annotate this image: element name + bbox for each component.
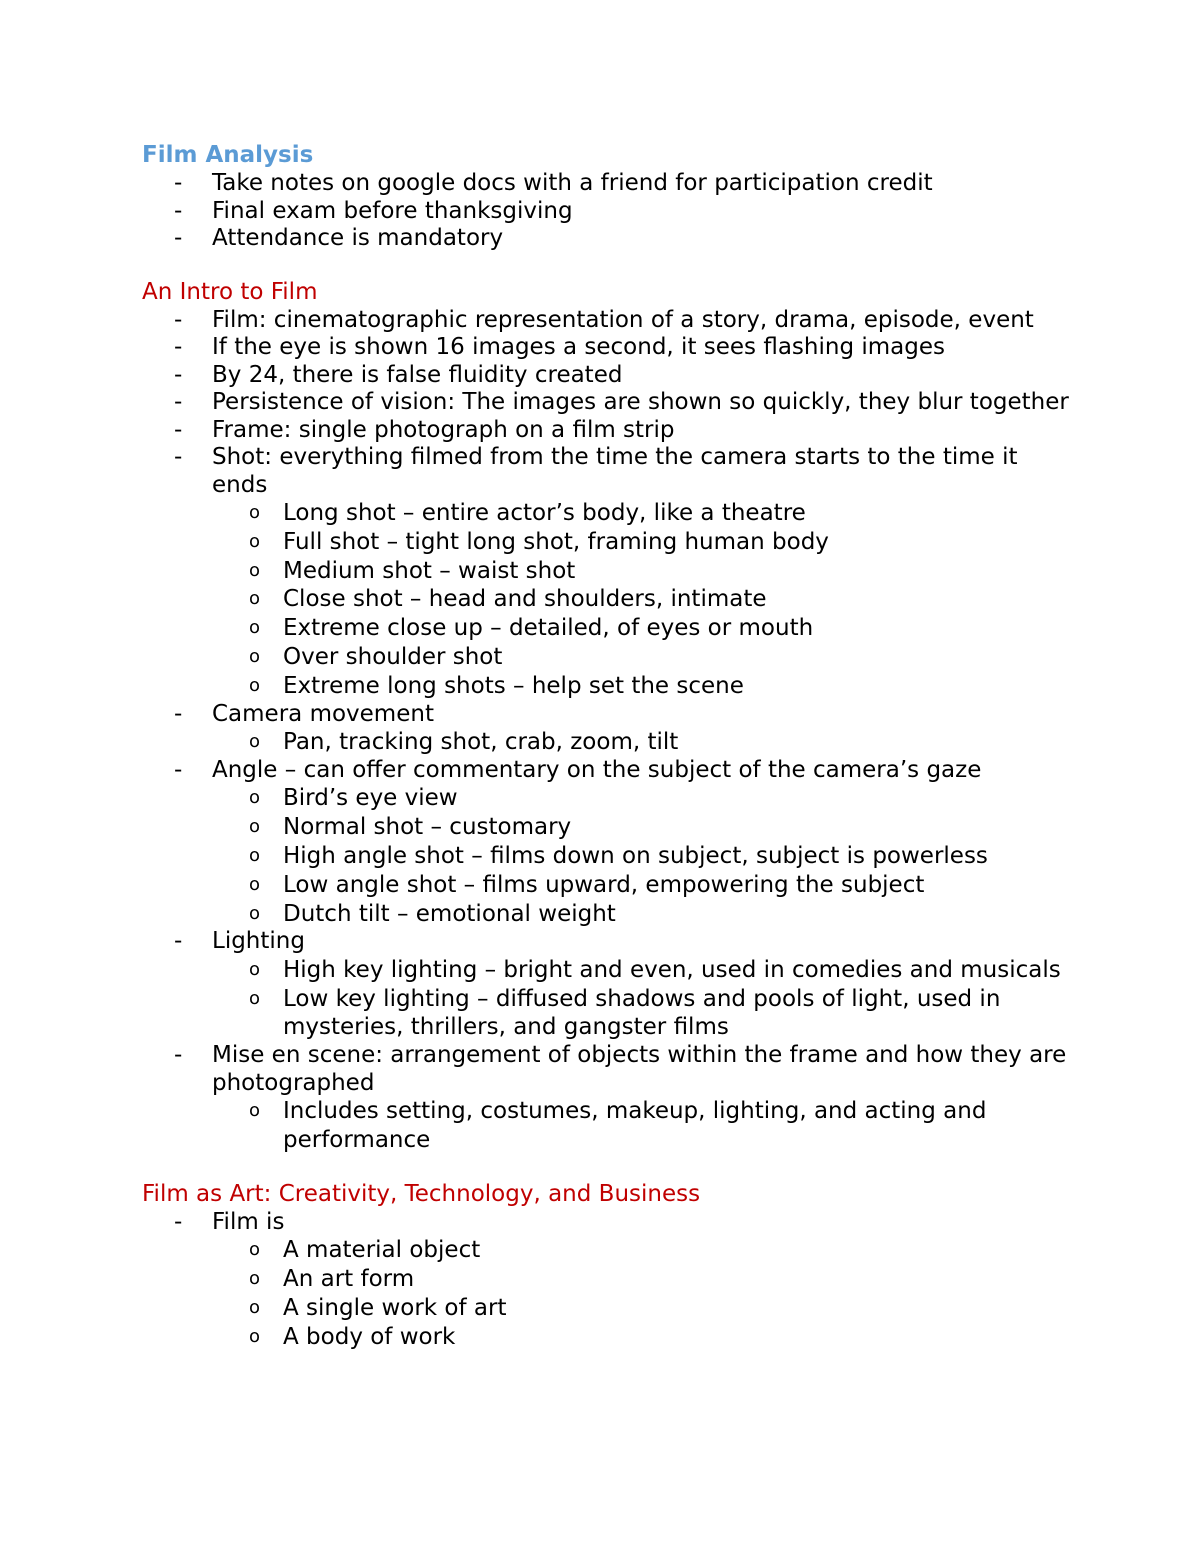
sub-list-item-text: High angle shot – films down on subject, subject is powerless (283, 842, 988, 869)
sub-list-item-text: An art form (283, 1266, 415, 1293)
list-item-text: Lighting (212, 928, 305, 955)
circle-bullet-icon: o (249, 502, 261, 523)
list-item (142, 225, 1072, 253)
sub-list-item (142, 956, 1072, 985)
dash-bullet-icon: - (174, 756, 183, 783)
sub-bullet-list (142, 1236, 1072, 1351)
list-item-text: Final exam before thanksgiving (212, 197, 573, 224)
sub-list-item (142, 1265, 1072, 1294)
circle-bullet-icon: o (249, 1268, 261, 1290)
sub-list-item (142, 1236, 1072, 1265)
circle-bullet-icon: o (249, 873, 261, 895)
sub-list-item (142, 1294, 1072, 1323)
sub-list-item-text: Over shoulder shot (283, 643, 503, 670)
list-item (142, 417, 1072, 445)
sub-list-item (142, 813, 1072, 842)
document-body (142, 140, 1072, 1352)
circle-bullet-icon: o (249, 617, 261, 639)
list-item (142, 198, 1072, 226)
section-film-analysis (142, 140, 1072, 253)
sub-bullet-list (142, 728, 1072, 757)
circle-bullet-icon: o (249, 902, 261, 924)
list-item (142, 170, 1072, 198)
bullet-list (142, 170, 1072, 253)
dash-bullet-icon: - (174, 306, 183, 333)
section-heading: Film Analysis (142, 142, 314, 168)
sub-list-item (142, 1097, 1072, 1155)
section-spacer (142, 1155, 1072, 1179)
sub-list-item (142, 871, 1072, 900)
dash-bullet-icon: - (174, 444, 183, 470)
sub-list-item-text: High key lighting – bright and even, used in comedies and musicals (283, 956, 1061, 983)
sub-list-item (142, 784, 1072, 813)
sub-list-item-text: Extreme close up – detailed, of eyes or mouth (283, 615, 814, 642)
sub-list-item-text: Low angle shot – films upward, empowering the subject (283, 871, 925, 898)
sub-list-item-text: Medium shot – waist shot (283, 557, 576, 584)
sub-list-item (142, 728, 1072, 757)
dash-bullet-icon: - (174, 361, 183, 388)
dash-bullet-icon: - (174, 170, 183, 196)
bullet-list (142, 307, 1072, 1155)
dash-bullet-icon: - (174, 1208, 183, 1235)
dash-bullet-icon: - (174, 197, 183, 224)
circle-bullet-icon: o (249, 1239, 261, 1261)
section-intro-to-film (142, 277, 1072, 1155)
circle-bullet-icon: o (249, 958, 261, 980)
sub-list-item (142, 1323, 1072, 1352)
section-spacer (142, 253, 1072, 277)
sub-list-item-text: Dutch tilt – emotional weight (283, 900, 616, 927)
circle-bullet-icon: o (249, 1296, 261, 1318)
sub-list-item (142, 499, 1072, 528)
dash-bullet-icon: - (174, 928, 183, 955)
list-item-text: Film: cinematographic representation of a story, drama, episode, event (212, 306, 1034, 333)
circle-bullet-icon: o (249, 530, 261, 552)
circle-bullet-icon: o (249, 1325, 261, 1347)
list-item-text: If the eye is shown 16 images a second, it sees flashing images (212, 334, 945, 360)
sub-list-item-text: Pan, tracking shot, crab, zoom, tilt (283, 729, 679, 756)
dash-bullet-icon: - (174, 389, 183, 415)
sub-list-item (142, 900, 1072, 929)
list-item-text: Shot: everything filmed from the time the camera starts to the time it ends (212, 444, 1018, 498)
sub-list-item (142, 557, 1072, 586)
circle-bullet-icon: o (249, 844, 261, 866)
dash-bullet-icon: - (174, 1042, 183, 1069)
sub-list-item-text: Includes setting, costumes, makeup, lighting, and acting and performance (283, 1098, 987, 1154)
list-item (142, 701, 1072, 757)
circle-bullet-icon: o (249, 987, 261, 1009)
sub-list-item (142, 842, 1072, 871)
bullet-list (142, 1209, 1072, 1352)
dash-bullet-icon: - (174, 225, 183, 251)
sub-list-item-text: A material object (283, 1237, 481, 1264)
list-item-text: Mise en scene: arrangement of objects within the frame and how they are photographed (212, 1042, 1067, 1096)
list-item (142, 389, 1072, 417)
sub-list-item-text: Low key lighting – diffused shadows and pools of light, used in mysteries, thrillers, and gangster films (283, 985, 1001, 1041)
circle-bullet-icon: o (249, 731, 261, 753)
list-item-text: Frame: single photograph on a film strip (212, 416, 675, 443)
circle-bullet-icon: o (249, 674, 261, 696)
sub-list-item-text: Normal shot – customary (283, 814, 572, 841)
circle-bullet-icon: o (249, 1100, 261, 1122)
list-item (142, 307, 1072, 335)
sub-list-item (142, 643, 1072, 672)
circle-bullet-icon: o (249, 588, 261, 610)
sub-list-item (142, 985, 1072, 1043)
circle-bullet-icon: o (249, 559, 261, 581)
dash-bullet-icon: - (174, 334, 183, 360)
list-item (142, 928, 1072, 1042)
list-item-text: By 24, there is false fluidity created (212, 361, 623, 388)
sub-bullet-list (142, 784, 1072, 928)
sub-bullet-list (142, 1097, 1072, 1155)
section-heading: Film as Art: Creativity, Technology, and Business (142, 1180, 701, 1207)
list-item-text: Persistence of vision: The images are shown so quickly, they blur together (212, 389, 1069, 415)
section-film-as-art (142, 1179, 1072, 1352)
list-item-text: Attendance is mandatory (212, 225, 504, 251)
sub-bullet-list (142, 499, 1072, 701)
list-item (142, 1209, 1072, 1352)
sub-list-item (142, 528, 1072, 557)
sub-list-item-text: Long shot – entire actor’s body, like a theatre (283, 500, 806, 526)
sub-list-item-text: Bird’s eye view (283, 785, 458, 812)
section-heading: An Intro to Film (142, 278, 318, 305)
sub-list-item (142, 585, 1072, 614)
list-item (142, 334, 1072, 362)
circle-bullet-icon: o (249, 787, 261, 809)
list-item-text: Film is (212, 1208, 285, 1235)
sub-list-item-text: Full shot – tight long shot, framing human body (283, 528, 829, 555)
sub-list-item-text: A single work of art (283, 1294, 507, 1321)
dash-bullet-icon: - (174, 416, 183, 443)
sub-list-item (142, 672, 1072, 701)
circle-bullet-icon: o (249, 645, 261, 667)
sub-bullet-list (142, 956, 1072, 1042)
dash-bullet-icon: - (174, 700, 183, 727)
list-item (142, 757, 1072, 928)
list-item-text: Angle – can offer commentary on the subject of the camera’s gaze (212, 756, 982, 783)
list-item (142, 1042, 1072, 1155)
sub-list-item-text: Close shot – head and shoulders, intimate (283, 586, 767, 613)
sub-list-item (142, 614, 1072, 643)
list-item-text: Camera movement (212, 700, 434, 727)
sub-list-item-text: A body of work (283, 1323, 456, 1350)
list-item (142, 444, 1072, 701)
list-item-text: Take notes on google docs with a friend for participation credit (212, 170, 933, 196)
circle-bullet-icon: o (249, 816, 261, 838)
list-item (142, 362, 1072, 390)
sub-list-item-text: Extreme long shots – help set the scene (283, 672, 744, 699)
